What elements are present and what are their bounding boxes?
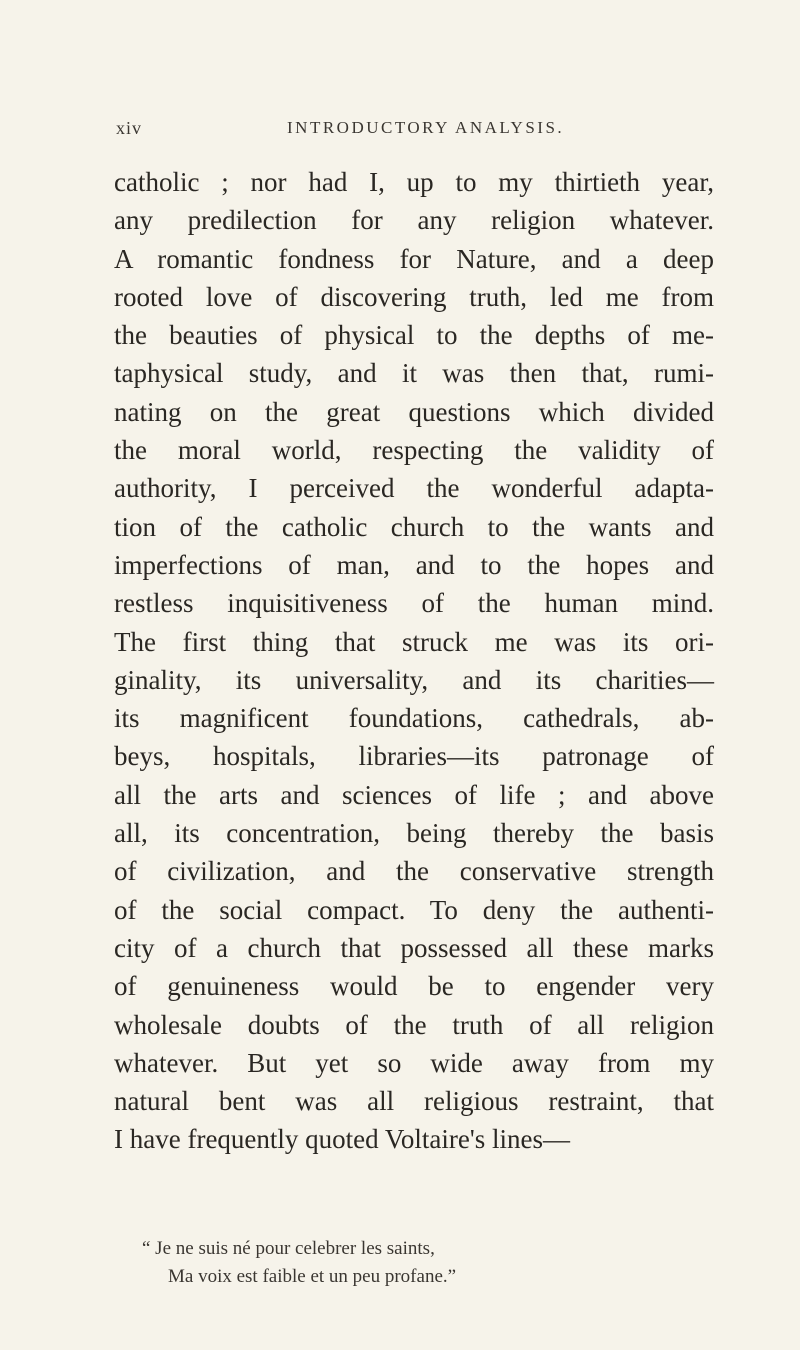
text-line: The first thing that struck me was its ori- [114, 626, 714, 657]
running-head-title: INTRODUCTORY ANALYSIS. [287, 118, 565, 137]
text-line: all, its concentration, being thereby the basis [114, 818, 714, 849]
body-text [114, 163, 714, 1159]
text-line: restless inquisitiveness of the human mind. [114, 588, 714, 619]
text-line: of civilization, and the conservative strength [114, 856, 714, 887]
text-line: all the arts and sciences of life ; and above [114, 779, 714, 810]
text-line: the beauties of physical to the depths of me- [114, 320, 714, 351]
text-line: A romantic fondness for Nature, and a deep [114, 243, 714, 274]
text-line: ginality, its universality, and its charities— [114, 664, 714, 695]
text-line: I have frequently quoted Voltaire's lines— [114, 1124, 571, 1155]
text-line: of genuineness would be to engender very [114, 971, 714, 1002]
text-line: whatever. But yet so wide away from my [114, 1047, 714, 1078]
text-line: catholic ; nor had I, up to my thirtieth year, [114, 167, 714, 197]
quote-line: “ Je ne suis né pour celebrer les saints, [142, 1238, 435, 1259]
verse-quote [142, 1235, 702, 1291]
text-line: wholesale doubts of the truth of all religion [114, 1009, 714, 1040]
text-line: beys, hospitals, libraries—its patronage of [114, 741, 714, 772]
text-line: of the social compact. To deny the authenti- [114, 894, 714, 925]
page-number: xiv [116, 118, 143, 138]
text-line: the moral world, respecting the validity of [114, 435, 714, 466]
quote-line: Ma voix est faible et un peu profane.” [168, 1266, 457, 1287]
text-line: imperfections of man, and to the hopes and [114, 549, 714, 580]
text-line: taphysical study, and it was then that, rumi- [114, 358, 714, 389]
running-head [0, 118, 800, 148]
text-line: natural bent was all religious restraint, that [114, 1086, 714, 1117]
text-line: its magnificent foundations, cathedrals, ab- [114, 703, 714, 734]
text-line: any predilection for any religion whatever. [114, 205, 714, 236]
text-line: nating on the great questions which divided [114, 396, 714, 427]
text-line: authority, I perceived the wonderful adapta- [114, 473, 714, 504]
text-line: tion of the catholic church to the wants and [114, 511, 714, 542]
text-line: city of a church that possessed all these marks [114, 932, 714, 963]
text-line: rooted love of discovering truth, led me from [114, 281, 714, 312]
